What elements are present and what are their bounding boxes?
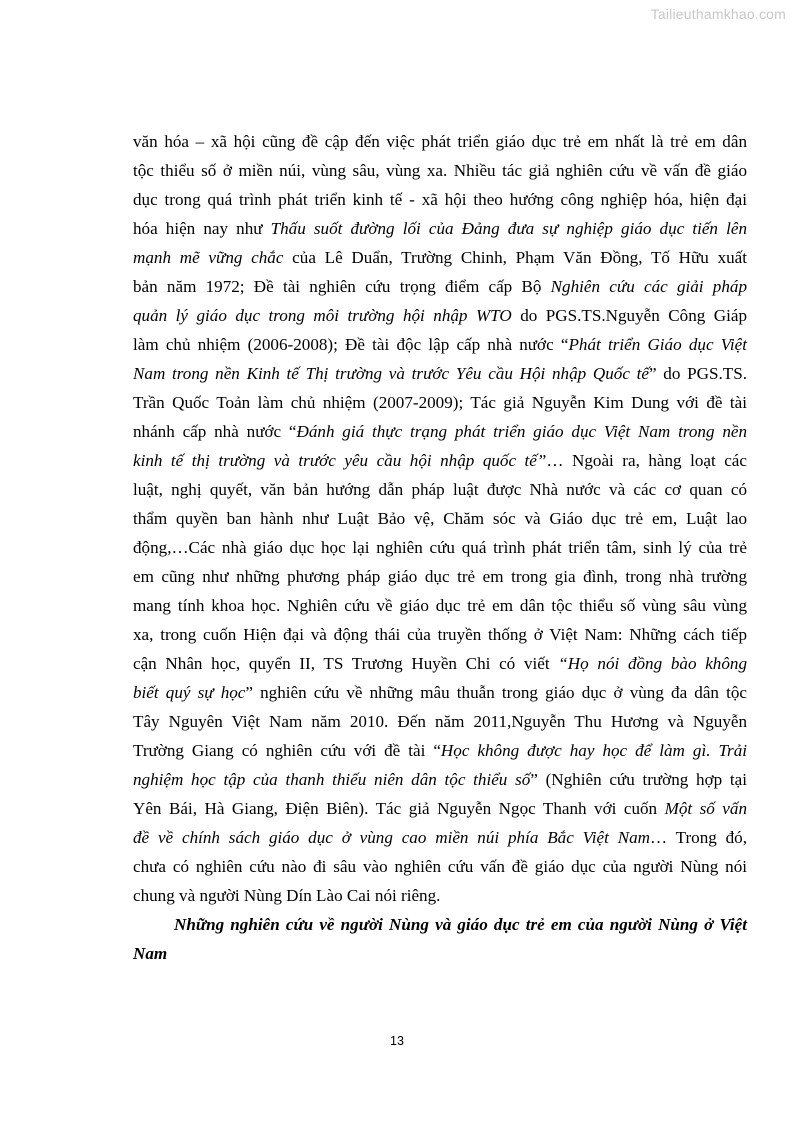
paragraph-line (133, 185, 747, 214)
italic-title-text: Nam trong nền Kinh tế Thị trường và trước Yêu cầu Hội nhập Quốc tế (133, 364, 649, 383)
paragraph-line (133, 736, 747, 765)
paragraph-line (133, 388, 747, 417)
text-run: dục trong quá trình phát triển kinh tế - xã hội theo hướng công nghiệp hóa, hiện đại (133, 190, 747, 209)
text-run: chưa có nghiên cứu nào đi sâu vào nghiên cứu vấn đề giáo dục của người Nùng nói (133, 857, 747, 876)
paragraph-line (133, 330, 747, 359)
paragraph-line (133, 504, 747, 533)
paragraph-line (133, 359, 747, 388)
paragraph-line (133, 620, 747, 649)
italic-title-text: “Họ nói đồng bào không (558, 654, 747, 673)
section-heading-line-1 (133, 910, 747, 939)
text-run: động,…Các nhà giáo dục học lại nghiên cứu quá trình phát triển tâm, sinh lý của trẻ (133, 538, 747, 557)
paragraph-line (133, 156, 747, 185)
text-run: chung và người Nùng Dín Lào Cai nói riêng. (133, 886, 441, 905)
italic-title-text: Học không được hay học để làm gì. Trải (440, 741, 747, 760)
paragraph-line (133, 475, 747, 504)
italic-title-text: Một số vấn (664, 799, 747, 818)
paragraph-line (133, 591, 747, 620)
text-run: Trường Giang có nghiên cứu với đề tài “ (133, 741, 441, 760)
text-run: ” do PGS.TS. (648, 364, 747, 383)
paragraph-line (133, 417, 747, 446)
paragraph-line (133, 127, 747, 156)
text-run: xa, trong cuốn Hiện đại và động thái của truyền thống ở Việt Nam: Những cách tiếp (133, 625, 747, 644)
watermark: Tailieuthamkhao.com (650, 6, 786, 22)
italic-title-text: kinh tế thị trường và trước yêu cầu hội nhập quốc tế” (133, 451, 547, 470)
paragraph-line (133, 214, 747, 243)
text-run: ” nghiên cứu về những mâu thuẫn trong giáo dục ở vùng đa dân tộc (245, 683, 748, 702)
paragraph-line (133, 678, 747, 707)
text-run: làm chủ nhiệm (2006-2008); Đề tài độc lập cấp nhà nước “ (133, 335, 569, 354)
paragraph-line (133, 765, 747, 794)
text-run: cận Nhân học, quyển II, TS Trương Huyền Chi có viết (133, 654, 559, 673)
text-run: ” (Nghiên cứu trường hợp tại (530, 770, 747, 789)
section-heading-text: Những nghiên cứu về người Nùng và giáo dục trẻ em của người Nùng ở Việt (174, 915, 747, 934)
italic-title-text: Nghiên cứu các giải pháp (550, 277, 747, 296)
text-run: hóa hiện nay như (133, 219, 271, 238)
paragraph-line (133, 794, 747, 823)
paragraph-line (133, 881, 747, 910)
paragraph-line (133, 707, 747, 736)
paragraph-line (133, 243, 747, 272)
text-run: … Trong đó, (650, 828, 747, 847)
text-run: mang tính khoa học. Nghiên cứu về giáo dục trẻ em dân tộc thiểu số vùng sâu vùng (133, 596, 747, 615)
paragraph-line (133, 272, 747, 301)
paragraph-line (133, 823, 747, 852)
page-number: 13 (390, 1034, 404, 1048)
paragraph-line (133, 301, 747, 330)
paragraph-line (133, 562, 747, 591)
section-heading-text: Nam (133, 944, 168, 963)
paragraph-line (133, 533, 747, 562)
text-run: bản năm 1972; Đề tài nghiên cứu trọng điểm cấp Bộ (133, 277, 551, 296)
text-run: Tây Nguyên Việt Nam năm 2010. Đến năm 2011,Nguyễn Thu Hương và Nguyễn (133, 712, 747, 731)
italic-title-text: nghiệm học tập của thanh thiếu niên dân tộc thiểu số (133, 770, 531, 789)
text-run: văn hóa – xã hội cũng đề cập đến việc phát triển giáo dục trẻ em nhất là trẻ em dân (133, 132, 747, 151)
text-run: em cũng như những phương pháp giáo dục trẻ em trong gia đình, trong nhà trường (133, 567, 747, 586)
italic-title-text: biết quý sự học (133, 683, 246, 702)
text-run: Trần Quốc Toản làm chủ nhiệm (2007-2009); Tác giả Nguyễn Kim Dung với đề tài (133, 393, 747, 412)
body-paragraph (133, 127, 747, 910)
italic-title-text: mạnh mẽ vững chắc (133, 248, 284, 267)
section-heading-line-2 (133, 939, 747, 968)
text-run: tộc thiểu số ở miền núi, vùng sâu, vùng xa. Nhiều tác giả nghiên cứu về vấn đề giáo (133, 161, 747, 180)
text-run: … Ngoài ra, hàng loạt các (546, 451, 747, 470)
text-run: Yên Bái, Hà Giang, Điện Biên). Tác giả Nguyễn Ngọc Thanh với cuốn (133, 799, 665, 818)
page-body (133, 127, 747, 968)
italic-title-text: đề về chính sách giáo dục ở vùng cao miền núi phía Bắc Việt Nam (133, 828, 650, 847)
text-run: do PGS.TS.Nguyễn Công Giáp (511, 306, 747, 325)
text-run: của Lê Duẩn, Trường Chinh, Phạm Văn Đồng, Tố Hữu xuất (283, 248, 748, 267)
italic-title-text: Thấu suốt đường lối của Đảng đưa sự nghiệp giáo dục tiến lên (270, 219, 747, 238)
paragraph-line (133, 446, 747, 475)
paragraph-line (133, 852, 747, 881)
text-run: thẩm quyền ban hành như Luật Bảo vệ, Chăm sóc và Giáo dục trẻ em, Luật lao (133, 509, 747, 528)
italic-title-text: Phát triển Giáo dục Việt (568, 335, 747, 354)
italic-title-text: quản lý giáo dục trong môi trường hội nhập WTO (133, 306, 512, 325)
italic-title-text: Đánh giá thực trạng phát triển giáo dục Việt Nam trong nền (296, 422, 748, 441)
paragraph-line (133, 649, 747, 678)
text-run: luật, nghị quyết, văn bản hướng dẫn pháp luật được Nhà nước và các cơ quan có (133, 480, 747, 499)
text-run: nhánh cấp nhà nước “ (133, 422, 297, 441)
